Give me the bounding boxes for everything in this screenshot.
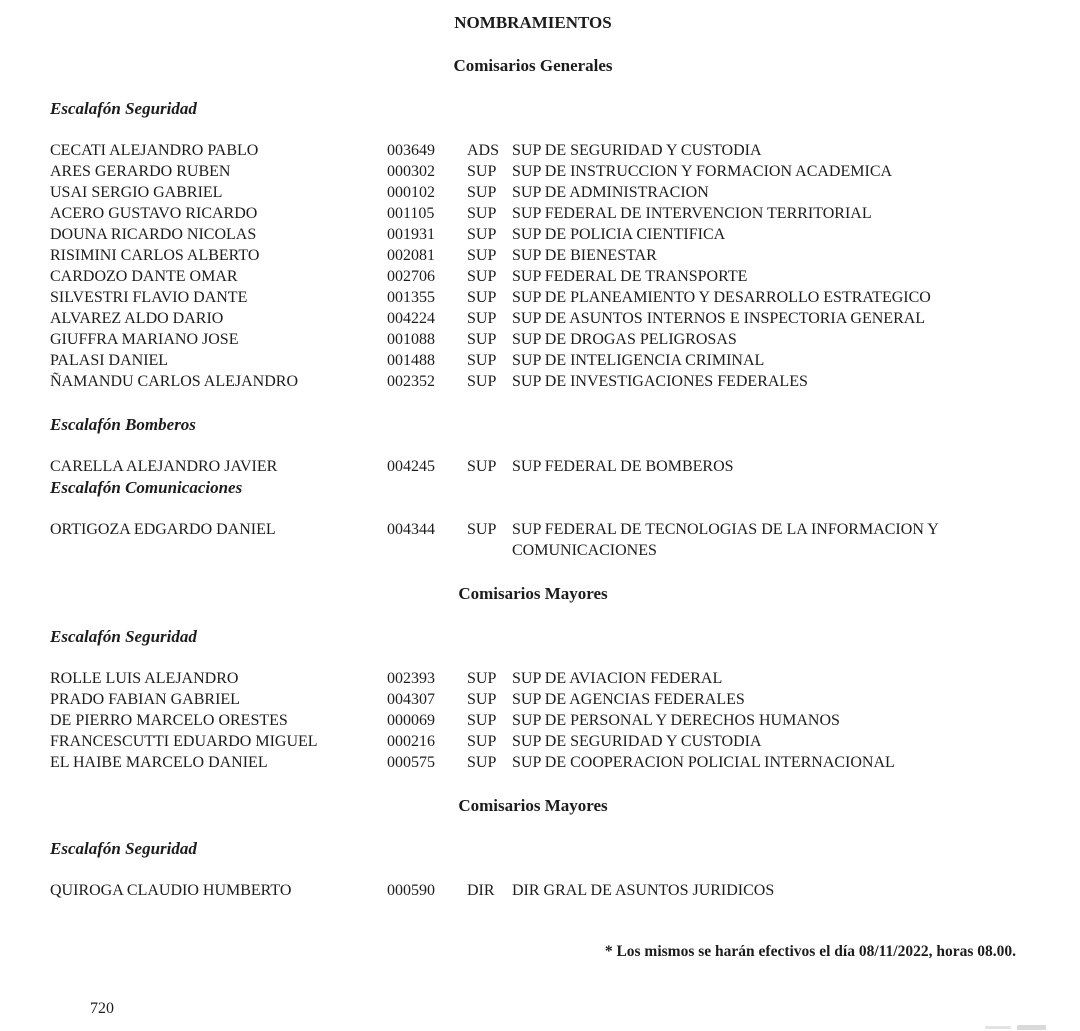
officer-name: CARDOZO DANTE OMAR <box>50 268 238 285</box>
file-number: 000590 <box>387 882 435 899</box>
table-row <box>50 668 1016 689</box>
assignment-title: SUP DE INTELIGENCIA CRIMINAL <box>512 352 765 369</box>
assignment-title: SUP DE INSTRUCCION Y FORMACION ACADEMICA <box>512 163 893 180</box>
appointment-rows <box>50 140 1016 392</box>
assignment-title: SUP DE PLANEAMIENTO Y DESARROLLO ESTRATEGICO <box>512 289 931 306</box>
file-number: 000216 <box>387 733 435 750</box>
officer-name: CECATI ALEJANDRO PABLO <box>50 142 259 159</box>
file-number: 001105 <box>387 205 435 222</box>
officer-name: DOUNA RICARDO NICOLAS <box>50 226 257 243</box>
rank-code: SUP <box>467 247 497 264</box>
file-number: 003649 <box>387 142 435 159</box>
rank-code: SUP <box>467 310 497 327</box>
assignment-title: SUP DE BIENESTAR <box>512 247 657 264</box>
rank-code: SUP <box>467 289 497 306</box>
rank-code: SUP <box>467 163 497 180</box>
table-row <box>50 287 1016 308</box>
assignment-title: SUP DE SEGURIDAD Y CUSTODIA <box>512 142 762 159</box>
escalafon-heading: Escalafón Seguridad <box>50 839 197 858</box>
file-number: 002393 <box>387 670 435 687</box>
escalafon-heading: Escalafón Seguridad <box>50 99 197 118</box>
rank-code: SUP <box>467 458 497 475</box>
table-row <box>50 266 1016 287</box>
assignment-title: DIR GRAL DE ASUNTOS JURIDICOS <box>512 882 775 899</box>
assignment-title: SUP DE INVESTIGACIONES FEDERALES <box>512 373 808 390</box>
table-row <box>50 456 1016 477</box>
file-number: 001488 <box>387 352 435 369</box>
file-number: 004245 <box>387 458 435 475</box>
file-number: 004344 <box>387 521 435 538</box>
appointment-rows <box>50 668 1016 773</box>
file-number: 004224 <box>387 310 435 327</box>
rank-code: SUP <box>467 205 497 222</box>
table-row <box>50 710 1016 731</box>
officer-name: ALVAREZ ALDO DARIO <box>50 310 224 327</box>
table-row <box>50 519 1016 561</box>
rank-code: SUP <box>467 373 497 390</box>
assignment-title: SUP DE AVIACION FEDERAL <box>512 670 723 687</box>
table-row <box>50 224 1016 245</box>
table-row <box>50 350 1016 371</box>
document-title: NOMBRAMIENTOS <box>454 13 612 32</box>
escalafon-heading: Escalafón Seguridad <box>50 627 197 646</box>
file-number: 001088 <box>387 331 435 348</box>
assignment-title: SUP FEDERAL DE BOMBEROS <box>512 458 734 475</box>
rank-code: SUP <box>467 184 497 201</box>
table-row <box>50 371 1016 392</box>
officer-name: ARES GERARDO RUBEN <box>50 163 231 180</box>
officer-name: ORTIGOZA EDGARDO DANIEL <box>50 521 276 538</box>
table-row <box>50 140 1016 161</box>
rank-code: SUP <box>467 352 497 369</box>
officer-name: ROLLE LUIS ALEJANDRO <box>50 670 239 687</box>
rank-code: SUP <box>467 733 497 750</box>
group-heading: Comisarios Mayores <box>458 796 608 815</box>
file-number: 002081 <box>387 247 435 264</box>
officer-name: ACERO GUSTAVO RICARDO <box>50 205 258 222</box>
rank-code: SUP <box>467 691 497 708</box>
escalafon-heading: Escalafón Comunicaciones <box>50 478 243 497</box>
rank-code: SUP <box>467 268 497 285</box>
officer-name: SILVESTRI FLAVIO DANTE <box>50 289 248 306</box>
file-number: 000302 <box>387 163 435 180</box>
appointments-sections <box>50 33 1016 901</box>
assignment-title: SUP DE SEGURIDAD Y CUSTODIA <box>512 733 762 750</box>
officer-name: QUIROGA CLAUDIO HUMBERTO <box>50 882 292 899</box>
table-row <box>50 161 1016 182</box>
rank-code: DIR <box>467 882 495 899</box>
officer-name: ÑAMANDU CARLOS ALEJANDRO <box>50 373 299 390</box>
table-row <box>50 880 1016 901</box>
officer-name: USAI SERGIO GABRIEL <box>50 184 223 201</box>
officer-name: CARELLA ALEJANDRO JAVIER <box>50 458 278 475</box>
appointment-rows <box>50 519 1016 561</box>
assignment-title: SUP FEDERAL DE INTERVENCION TERRITORIAL <box>512 205 872 222</box>
assignment-title: SUP DE ASUNTOS INTERNOS E INSPECTORIA GENERAL <box>512 310 926 327</box>
assignment-title: SUP FEDERAL DE TECNOLOGIAS DE LA INFORMACION Y COMUNICACIONES <box>512 521 939 559</box>
rank-code: SUP <box>467 226 497 243</box>
table-row <box>50 308 1016 329</box>
assignment-title: SUP DE AGENCIAS FEDERALES <box>512 691 745 708</box>
file-number: 001355 <box>387 289 435 306</box>
assignment-title: SUP DE ADMINISTRACION <box>512 184 709 201</box>
assignment-title: SUP FEDERAL DE TRANSPORTE <box>512 268 748 285</box>
assignment-title: SUP DE COOPERACION POLICIAL INTERNACIONAL <box>512 754 895 771</box>
rank-code: SUP <box>467 521 497 538</box>
rank-code: SUP <box>467 670 497 687</box>
table-row <box>50 689 1016 710</box>
group-heading: Comisarios Mayores <box>458 584 608 603</box>
page-number: 720 <box>90 1000 114 1017</box>
officer-name: DE PIERRO MARCELO ORESTES <box>50 712 288 729</box>
assignment-title: SUP DE POLICIA CIENTIFICA <box>512 226 726 243</box>
officer-name: RISIMINI CARLOS ALBERTO <box>50 247 260 264</box>
officer-name: FRANCESCUTTI EDUARDO MIGUEL <box>50 733 318 750</box>
officer-name: PALASI DANIEL <box>50 352 169 369</box>
rank-code: SUP <box>467 754 497 771</box>
file-number: 000575 <box>387 754 435 771</box>
table-row <box>50 245 1016 266</box>
file-number: 002706 <box>387 268 435 285</box>
table-row <box>50 752 1016 773</box>
file-number: 004307 <box>387 691 435 708</box>
rank-code: SUP <box>467 712 497 729</box>
appointment-rows <box>50 456 1016 477</box>
rank-code: ADS <box>467 142 500 159</box>
rank-code: SUP <box>467 331 497 348</box>
file-number: 000102 <box>387 184 435 201</box>
escalafon-heading: Escalafón Bomberos <box>50 415 196 434</box>
table-row <box>50 731 1016 752</box>
file-number: 001931 <box>387 226 435 243</box>
group-heading: Comisarios Generales <box>453 56 613 75</box>
table-row <box>50 203 1016 224</box>
scan-artifact <box>1017 1025 1046 1030</box>
scan-artifact <box>985 1026 1011 1029</box>
officer-name: EL HAIBE MARCELO DANIEL <box>50 754 268 771</box>
officer-name: PRADO FABIAN GABRIEL <box>50 691 240 708</box>
appointment-rows <box>50 880 1016 901</box>
effective-date-footnote: * Los mismos se harán efectivos el día 08/11/2022, horas 08.00. <box>604 943 1016 960</box>
assignment-title: SUP DE DROGAS PELIGROSAS <box>512 331 737 348</box>
file-number: 002352 <box>387 373 435 390</box>
file-number: 000069 <box>387 712 435 729</box>
officer-name: GIUFFRA MARIANO JOSE <box>50 331 239 348</box>
assignment-title: SUP DE PERSONAL Y DERECHOS HUMANOS <box>512 712 840 729</box>
table-row <box>50 329 1016 350</box>
table-row <box>50 182 1016 203</box>
